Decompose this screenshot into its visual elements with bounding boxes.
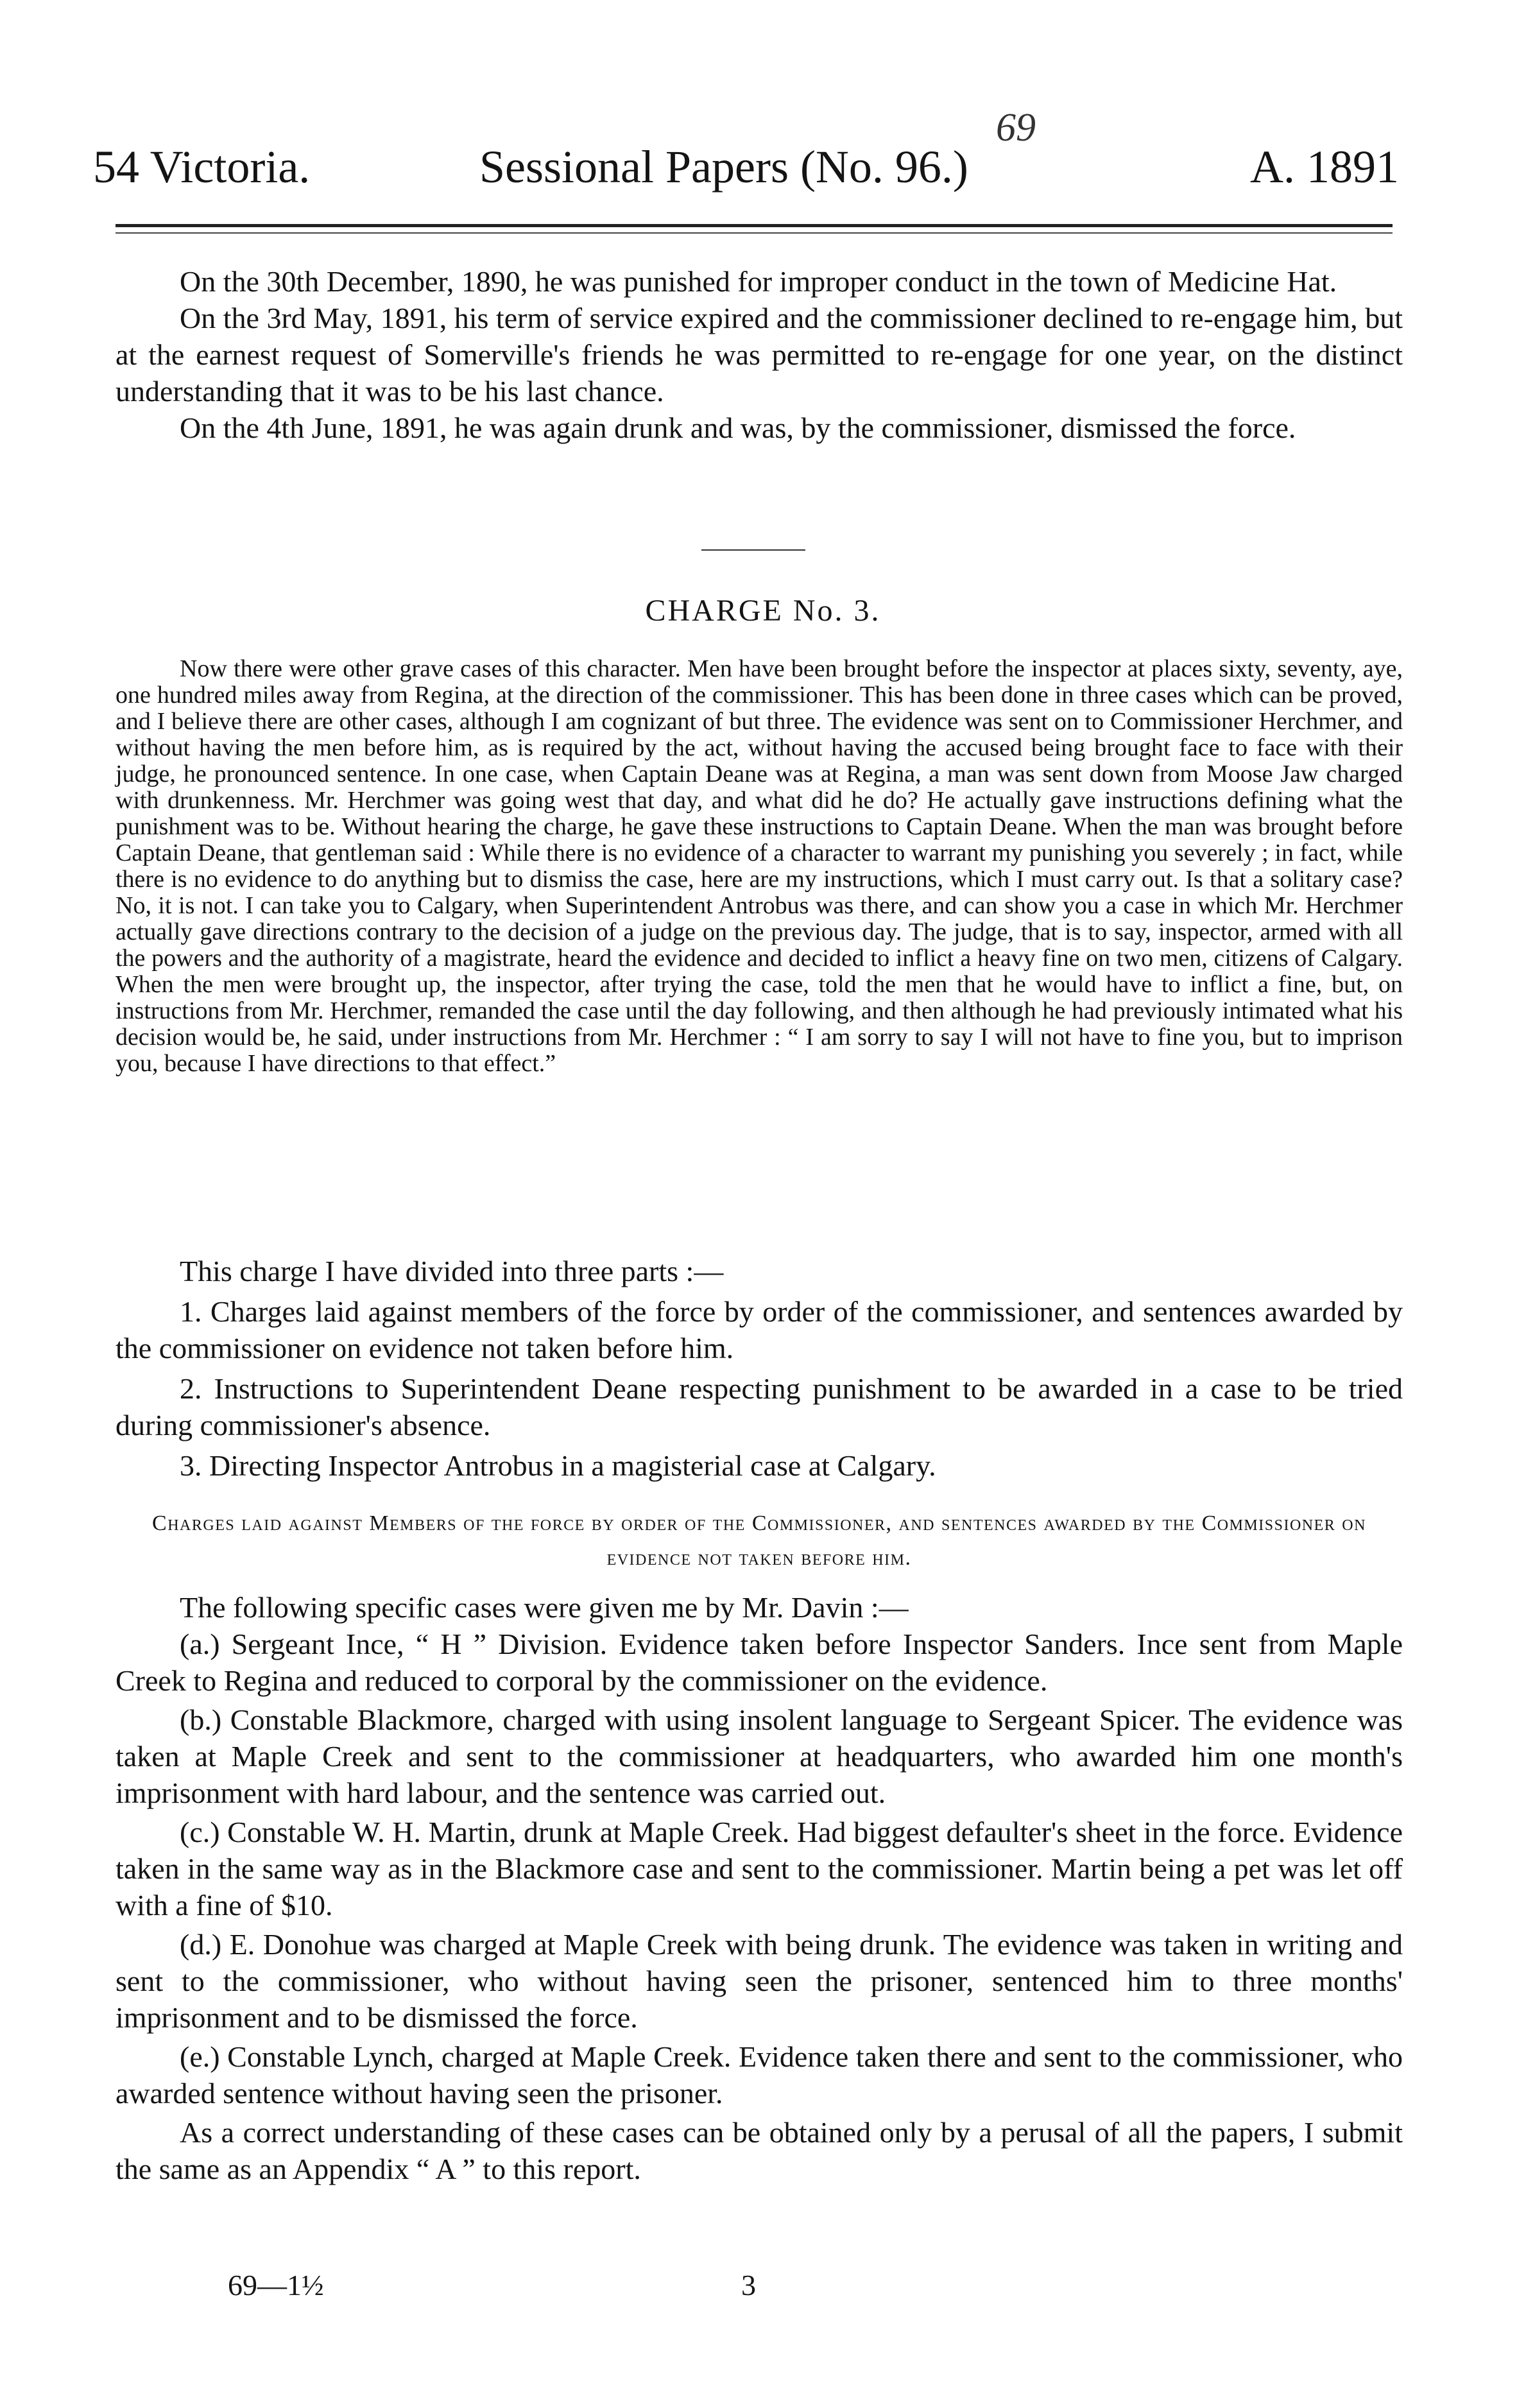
case-item: (e.) Constable Lynch, charged at Maple Creek. Evidence taken there and sent to the commissioner, who awarded sentence without having seen the prisoner. [116,2040,1403,2110]
cases-intro: The following specific cases were given me by Mr. Davin :— [180,1591,909,1624]
header-rule-thick [116,224,1393,227]
intro-paragraph: On the 30th December, 1890, he was punished for improper conduct in the town of Medicine Hat. [180,265,1337,298]
running-header [93,135,1399,199]
case-item: (d.) E. Donohue was charged at Maple Creek with being drunk. The evidence was taken in writing and sent to the commissioner, who without having seen the prisoner, sentenced him to three months' imprisonment and to be dismissed the force. [116,1928,1403,2034]
header-year: A. 1891 [1250,141,1399,193]
closing-paragraph: As a correct understanding of these cases can be obtained only by a perusal of all the papers, I submit the same as an Appendix “ A ” to this report. [116,2116,1403,2185]
signature-mark: 69—1½ [228,2269,324,2301]
part-item: 3. Directing Inspector Antrobus in a magisterial case at Calgary. [180,1449,936,1482]
case-item: (a.) Sergeant Ince, “ H ” Division. Evidence taken before Inspector Sanders. Ince sent from Maple Creek to Regina and reduced to corporal by the commissioner on the evidence. [116,1628,1403,1697]
charge-parts [116,1253,1403,1484]
case-item: (b.) Constable Blackmore, charged with using insolent language to Sergeant Spicer. The evidence was taken at Maple Creek and sent to the commissioner at headquarters, who awarded him one month's imprisonment with hard labour, and the sentence was carried out. [116,1703,1403,1809]
divided-statement: This charge I have divided into three parts :— [180,1255,724,1287]
header-rule-thin [116,232,1393,234]
section-divider [701,549,805,551]
cases-section [116,1589,1403,2187]
part-item: 2. Instructions to Superintendent Deane respecting punishment to be awarded in a case to be tried during commissioner's absence. [116,1372,1403,1441]
page-number: 3 [741,2269,756,2301]
quote-paragraph: Now there were other grave cases of this character. Men have been brought before the inspector at places sixty, seventy, aye, one hundred miles away from Regina, at the direction of the commissioner. This has been done in three cases which can be proved, and I believe there are other cases, although I am cognizant of but three. The evidence was sent on to Commissioner Herchmer, and without having the men before him, as is required by the act, without having the accused being brought face to face with their judge, he pronounced sentence. In one case, when Captain Deane was at Regina, a man was sent down from Moose Jaw charged with drunkenness. Mr. Herchmer was going west that day, and what did he do? He actually gave instructions defining what the punishment was to be. Without hearing the charge, he gave these instructions to Captain Deane. When the man was brought before Captain Deane, that gentleman said : While there is no evidence of a character to warrant my punishing you severely ; in fact, while there is no evidence to do anything but to dismiss the case, here are my instructions, which I must carry out. Is that a solitary case? No, it is not. I can take you to Calgary, when Superintendent Antrobus was there, and can show you a case in which Mr. Herchmer actually gave directions contrary to the decision of a judge on the previous day. The judge, that is to say, inspector, armed with all the powers and the authority of a magistrate, heard the evidence and decided to inflict a heavy fine on two men, citizens of Calgary. When the men were brought up, the inspector, after trying the case, told the men that he would have to inflict a fine, but, on instructions from Mr. Herchmer, remanded the case until the day following, and then although he had previously intimated what his decision would be, he said, under instructions from Mr. Herchmer : “ I am sorry to say I will not have to fine you, but to imprison you, because I have directions to that effect.” [116,655,1403,1077]
charge-title: CHARGE No. 3. [645,594,881,628]
intro-paragraph: On the 3rd May, 1891, his term of service expired and the commissioner declined to re-engage him, but at the earnest request of Somerville's friends he was permitted to re-engage for one year, on the distinct understanding that it was to be his last chance. [116,302,1403,408]
header-session: 54 Victoria. [93,141,311,193]
section-heading: Charges laid against Members of the force by order of the Commissioner, and sentences awarded by the Commissioner on evidence not taken before him. [152,1511,1366,1570]
handwritten-page-note: 69 [996,106,1036,150]
intro-paragraph: On the 4th June, 1891, he was again drunk and was, by the commissioner, dismissed the force. [180,411,1296,444]
case-item: (c.) Constable W. H. Martin, drunk at Maple Creek. Had biggest defaulter's sheet in the force. Evidence taken in the same way as in the Blackmore case and sent to the commissioner. Martin being a pet was let off with a fine of $10. [116,1816,1403,1922]
quoted-speech [116,656,1403,1077]
part-item: 1. Charges laid against members of the force by order of the commissioner, and sentences awarded by the commissioner on evidence not taken before him. [116,1295,1403,1364]
header-title: Sessional Papers (No. 96.) [479,141,968,193]
intro-section [116,263,1403,446]
